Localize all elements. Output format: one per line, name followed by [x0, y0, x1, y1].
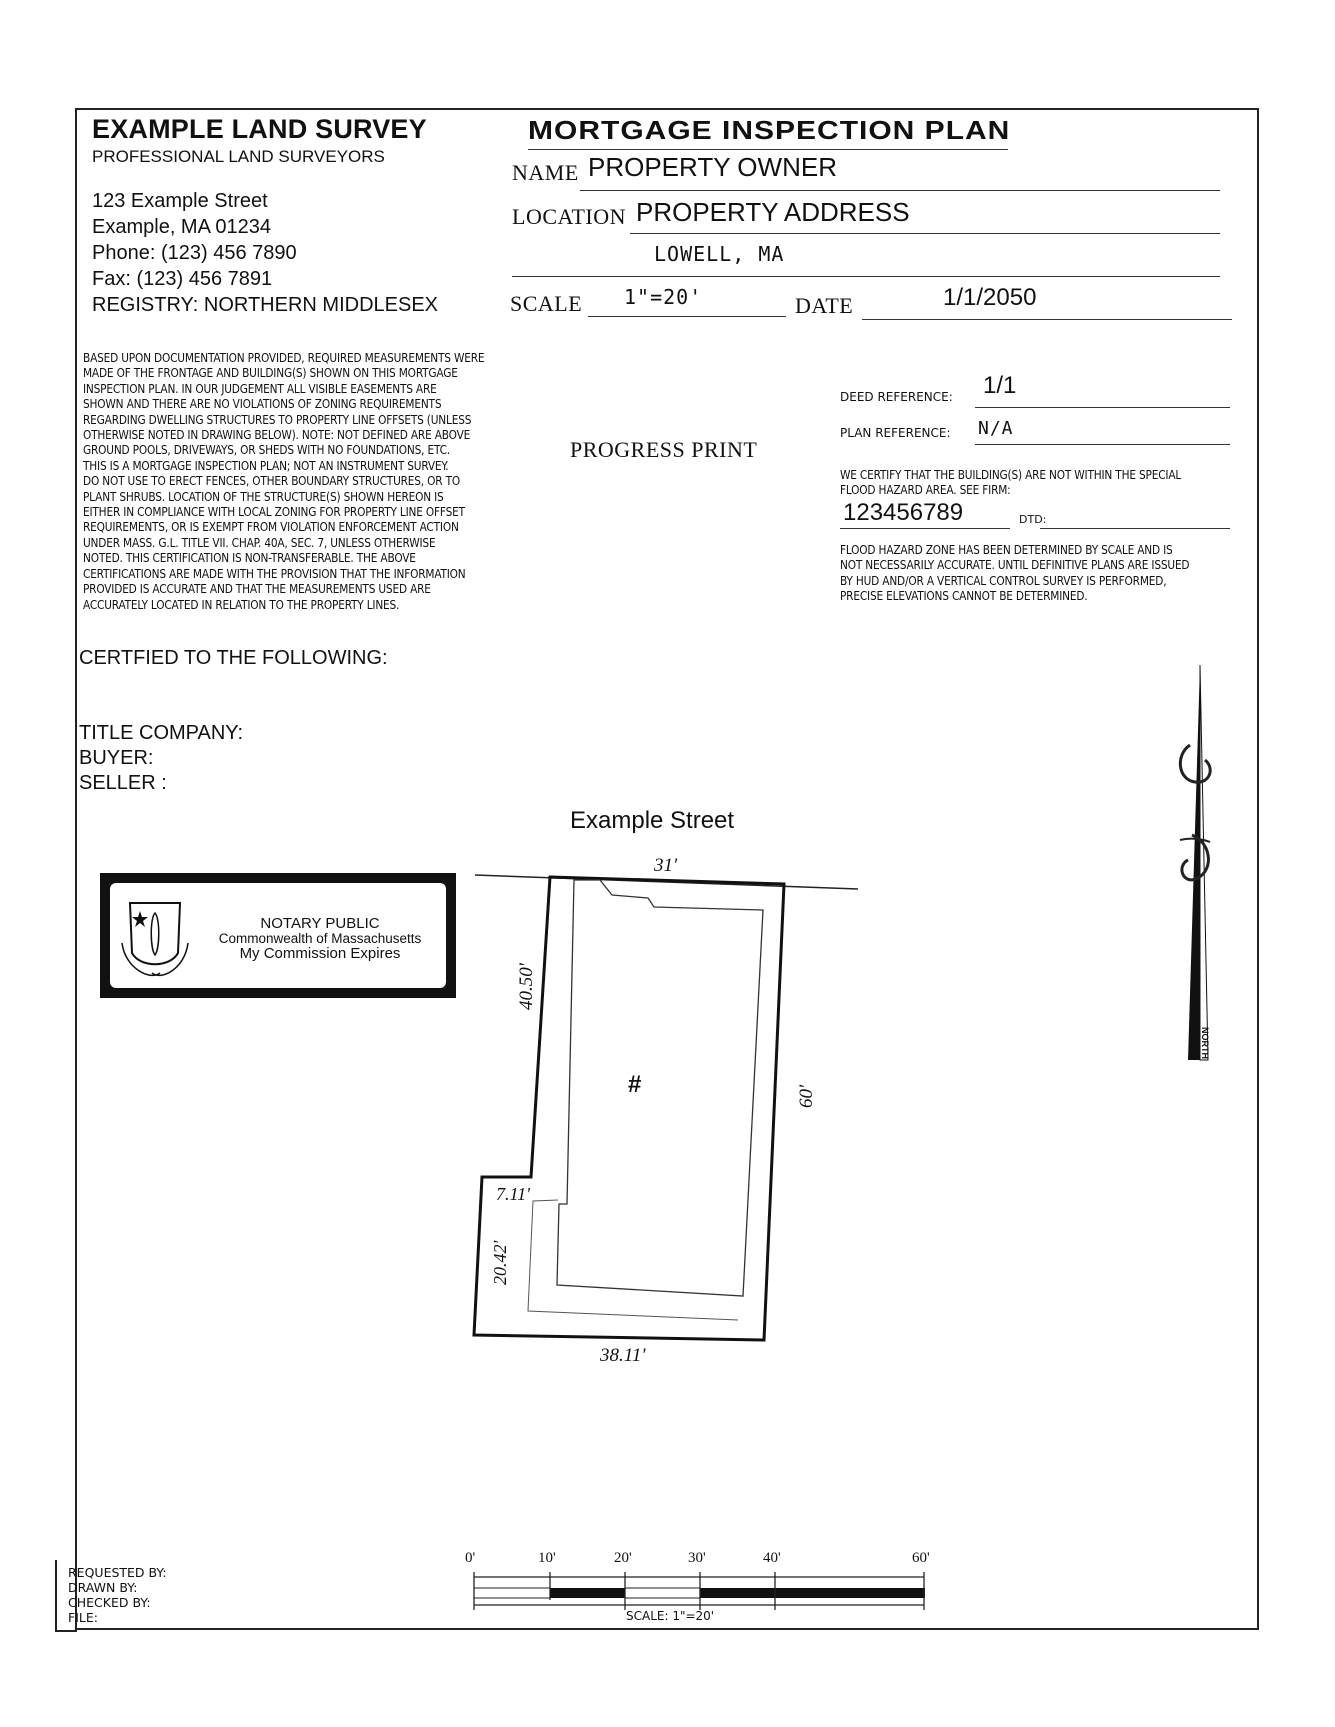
north-label: NORTH	[1200, 1027, 1210, 1059]
cert-line: REGARDING DWELLING STRUCTURES TO PROPERTY LINE OFFSETS (UNLESS	[83, 411, 472, 427]
notary-text	[210, 916, 430, 961]
scale-segment-2	[550, 1588, 625, 1598]
name-label: NAME	[512, 160, 579, 185]
scale-tick-label: 0'	[465, 1550, 476, 1566]
footer-block	[68, 1565, 167, 1625]
house-number: #	[628, 1071, 642, 1098]
location-value: PROPERTY ADDRESS	[636, 197, 910, 227]
street-line	[475, 875, 858, 889]
notary-line: Commonwealth of Massachusetts	[218, 931, 422, 946]
cert-line: SHOWN AND THERE ARE NO VIOLATIONS OF ZONING REQUIREMENTS	[83, 396, 442, 412]
cert-line: MADE OF THE FRONTAGE AND BUILDING(S) SHOWN ON THIS MORTGAGE	[83, 365, 458, 381]
house-footprint	[557, 880, 763, 1296]
checked-by-label: CHECKED BY:	[68, 1595, 151, 1610]
scale-segment-4	[700, 1588, 775, 1598]
date-value: 1/1/2050	[943, 284, 1037, 311]
plan-title: MORTGAGE INSPECTION PLAN	[528, 117, 1011, 146]
north-arrow	[1180, 665, 1210, 1060]
firm-number: 123456789	[843, 499, 964, 526]
title-company-label: TITLE COMPANY:	[79, 722, 244, 744]
cert-line: BASED UPON DOCUMENTATION PROVIDED, REQUIRED MEASUREMENTS WERE	[83, 350, 485, 365]
dim-bottom: 38.11'	[600, 1345, 646, 1366]
cert-line: GROUND POOLS, DRIVEWAYS, OR SHEDS WITH NO FOUNDATIONS, ETC.	[83, 442, 450, 458]
cert-line: OTHERWISE NOTED IN DRAWING BELOW). NOTE: NOT DEFINED ARE ABOVE	[83, 427, 471, 443]
cert-line: PLANT SHRUBS. LOCATION OF THE STRUCTURE(S) SHOWN HEREON IS	[83, 488, 444, 504]
address-line: Phone: (123) 456 7890	[92, 242, 297, 264]
cert-line: REQUIREMENTS, OR IS EXEMPT FROM VIOLATION ENFORCEMENT ACTION	[83, 519, 459, 535]
dim-left-lower: 20.42'	[490, 1240, 510, 1285]
address-line: Fax: (123) 456 7891	[92, 268, 273, 290]
scale-tick-label: 20'	[614, 1550, 632, 1566]
requested-by-label: REQUESTED BY:	[68, 1565, 167, 1580]
deed-reference-label: DEED REFERENCE:	[840, 390, 953, 404]
setback-line	[528, 1200, 738, 1320]
lot-boundary	[474, 877, 784, 1340]
address-line: Example, MA 01234	[92, 216, 271, 238]
street-name: Example Street	[570, 807, 735, 834]
scale-segment-3	[625, 1588, 700, 1598]
flood-cert-line: FLOOD HAZARD AREA. SEE FIRM:	[840, 482, 1011, 498]
notary-line: My Commission Expires	[239, 945, 401, 962]
scale-value: 1"=20'	[624, 285, 703, 309]
plan-reference-label: PLAN REFERENCE:	[840, 426, 951, 440]
cert-line: THIS IS A MORTGAGE INSPECTION PLAN; NOT AN INSTRUMENT SURVEY.	[83, 457, 449, 473]
company-name: EXAMPLE LAND SURVEY	[92, 114, 427, 144]
certified-heading: CERTFIED TO THE FOLLOWING:	[79, 647, 388, 669]
address-line: REGISTRY: NORTHERN MIDDLESEX	[92, 294, 438, 316]
seller-label: SELLER :	[79, 772, 167, 794]
dim-left-upper: 40.50'	[516, 963, 537, 1010]
notary-line: NOTARY PUBLIC	[260, 915, 380, 932]
name-value: PROPERTY OWNER	[588, 152, 837, 182]
scale-label: SCALE	[510, 291, 583, 316]
drawn-by-label: DRAWN BY:	[68, 1580, 138, 1595]
flood-note-line: FLOOD HAZARD ZONE HAS BEEN DETERMINED BY SCALE AND IS	[840, 542, 1173, 557]
scale-segment-1	[474, 1588, 550, 1598]
file-label: FILE:	[68, 1610, 98, 1625]
deed-reference-value: 1/1	[983, 372, 1017, 399]
cert-line: PROVIDED IS ACCURATE AND THAT THE MEASUREMENTS USED ARE	[83, 581, 431, 597]
dtd-label: DTD:	[1019, 513, 1047, 526]
date-label: DATE	[795, 293, 854, 318]
flood-note-line: BY HUD AND/OR A VERTICAL CONTROL SURVEY IS PERFORMED,	[840, 572, 1167, 588]
scale-tick-label: 60'	[912, 1550, 930, 1566]
address-line: 123 Example Street	[92, 190, 268, 212]
buyer-label: BUYER:	[79, 747, 154, 769]
cert-line: UNDER MASS. G.L. TITLE VII. CHAP. 40A, SEC. 7, UNLESS OTHERWISE	[83, 534, 436, 550]
cert-line: ACCURATELY LOCATED IN RELATION TO THE PROPERTY LINES.	[83, 596, 400, 612]
plan-reference-value: N/A	[978, 418, 1014, 439]
company-subtitle: PROFESSIONAL LAND SURVEYORS	[92, 147, 385, 166]
flood-note-line: PRECISE ELEVATIONS CANNOT BE DETERMINED.	[840, 588, 1088, 604]
cert-line: INSPECTION PLAN. IN OUR JUDGEMENT ALL VISIBLE EASEMENTS ARE	[83, 380, 437, 396]
scale-tick-label: 30'	[688, 1550, 706, 1566]
dim-step: 7.11'	[496, 1184, 531, 1204]
cert-line: NOTED. THIS CERTIFICATION IS NON-TRANSFERABLE. THE ABOVE	[83, 550, 416, 566]
cert-line: EITHER IN COMPLIANCE WITH LOCAL ZONING FOR PROPERTY LINE OFFSET	[83, 504, 465, 520]
dim-top: 31'	[654, 855, 678, 876]
flood-cert-line: WE CERTIFY THAT THE BUILDING(S) ARE NOT WITHIN THE SPECIAL	[840, 467, 1182, 482]
location-label: LOCATION	[512, 204, 626, 229]
scale-segment-5	[775, 1588, 925, 1598]
city-value: LOWELL, MA	[654, 242, 785, 266]
scale-bar-label: SCALE: 1"=20'	[626, 1609, 715, 1623]
progress-print: PROGRESS PRINT	[570, 437, 758, 462]
cert-line: DO NOT USE TO ERECT FENCES, OTHER BOUNDARY STRUCTURES, OR TO	[83, 473, 460, 489]
dim-right: 60'	[796, 1084, 817, 1108]
scale-tick-label: 10'	[538, 1550, 556, 1566]
flood-note-line: NOT NECESSARILY ACCURATE. UNTIL DEFINITIVE PLANS ARE ISSUED	[840, 557, 1190, 573]
cert-line: CERTIFICATIONS ARE MADE WITH THE PROVISION THAT THE INFORMATION	[83, 565, 466, 581]
scale-tick-label: 40'	[763, 1550, 781, 1566]
